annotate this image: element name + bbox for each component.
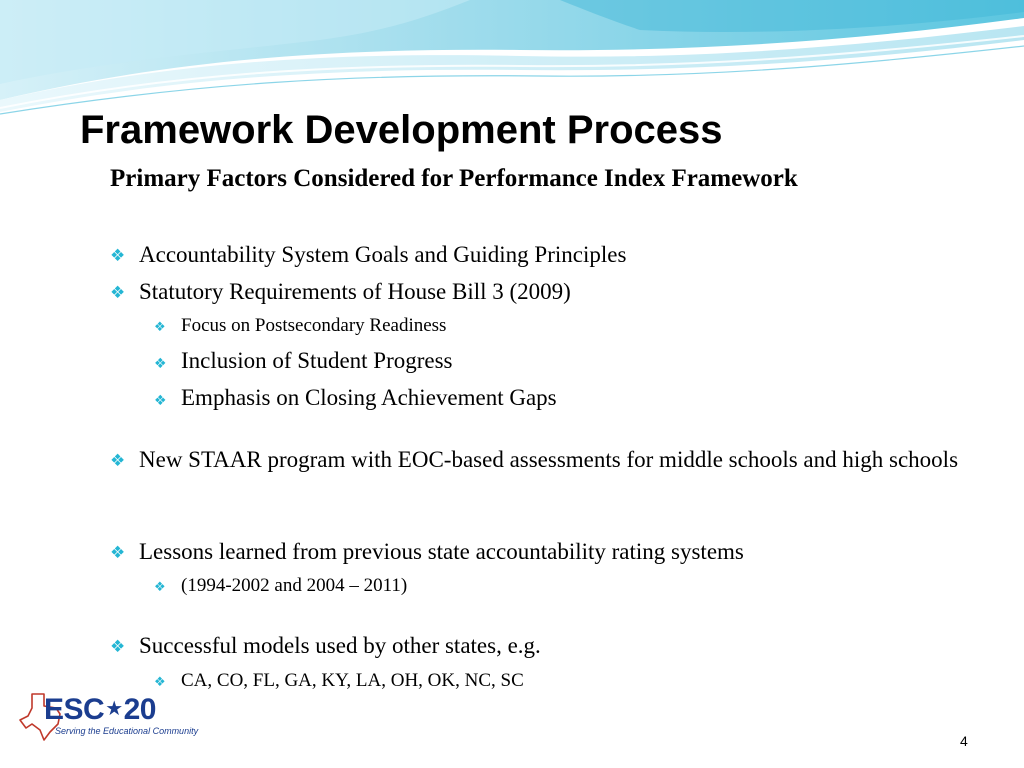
bullet-text: Accountability System Goals and Guiding Principles — [139, 242, 627, 267]
bullet-item — [110, 277, 1015, 307]
bullet-item — [110, 537, 1015, 567]
diamond-bullet-icon: ❖ — [154, 675, 166, 690]
star-icon: ★ — [105, 698, 123, 720]
sub-bullet-item — [154, 346, 1004, 376]
slide-title: Framework Development Process — [80, 108, 723, 152]
bullet-item — [110, 445, 1015, 475]
logo-suffix: 20 — [123, 693, 156, 726]
diamond-bullet-icon: ❖ — [110, 451, 126, 471]
diamond-bullet-icon: ❖ — [154, 580, 166, 595]
bullet-text: (1994-2002 and 2004 – 2011) — [181, 575, 408, 596]
sub-bullet-item — [154, 668, 1004, 694]
sub-bullet-item — [154, 573, 1004, 599]
sub-bullet-item — [154, 313, 1004, 339]
diamond-bullet-icon: ❖ — [154, 393, 167, 409]
bullet-text: New STAAR program with EOC-based assessments for middle schools and high schools — [139, 447, 959, 472]
bullet-text: Lessons learned from previous state accountability rating systems — [139, 539, 744, 564]
diamond-bullet-icon: ❖ — [110, 283, 126, 303]
bullet-text: Focus on Postsecondary Readiness — [181, 315, 447, 336]
bullet-item — [110, 631, 1015, 661]
sub-bullet-item — [154, 383, 1004, 413]
bullet-text: Statutory Requirements of House Bill 3 (2009) — [139, 279, 571, 304]
diamond-bullet-icon: ❖ — [110, 543, 126, 563]
bullet-text: CA, CO, FL, GA, KY, LA, OH, OK, NC, SC — [181, 670, 524, 691]
diamond-bullet-icon: ❖ — [110, 246, 126, 266]
bullet-text: Successful models used by other states, e.g. — [139, 633, 541, 658]
slide-subtitle: Primary Factors Considered for Performance Index Framework — [110, 165, 798, 192]
page-number: 4 — [960, 733, 968, 749]
diamond-bullet-icon: ❖ — [110, 637, 126, 657]
esc20-logo — [44, 694, 156, 729]
logo-tagline: Serving the Educational Community — [55, 726, 199, 736]
diamond-bullet-icon: ❖ — [154, 356, 167, 372]
diamond-bullet-icon: ❖ — [154, 320, 166, 335]
bullet-text: Emphasis on Closing Achievement Gaps — [181, 385, 557, 410]
bullet-text: Inclusion of Student Progress — [181, 348, 453, 373]
bullet-item — [110, 240, 1015, 270]
logo-prefix: ESC — [44, 693, 105, 726]
